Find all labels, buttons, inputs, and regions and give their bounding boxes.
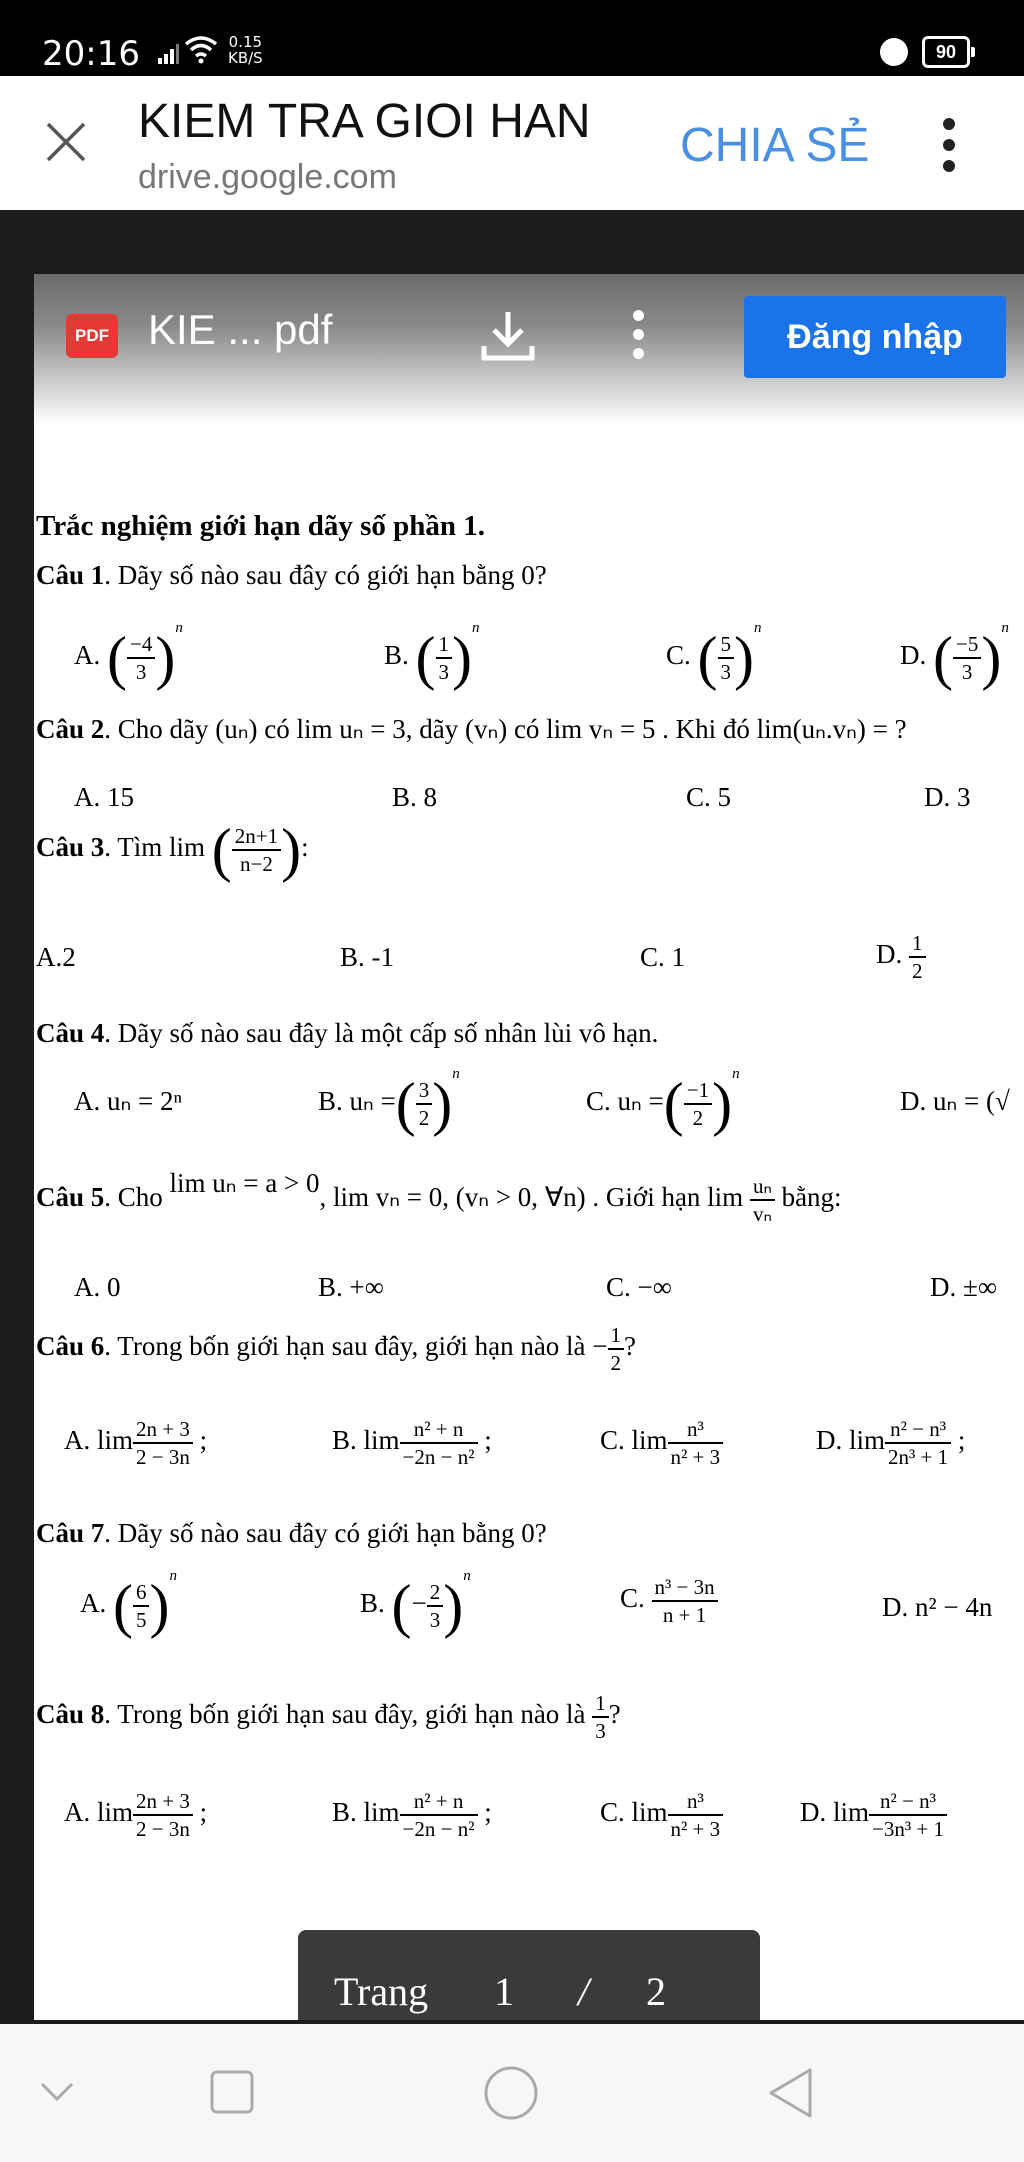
more-options-icon[interactable] (938, 118, 960, 172)
q2-option-a: A. 15 (74, 782, 134, 812)
file-name: KIE ... pdf (148, 306, 333, 353)
viewer-toolbar (34, 274, 1024, 424)
q8-option-b: B. lim $\frac{\text{n² + n}}{\text{−2n − n²}}$ ; (332, 1789, 492, 1841)
q5-option-b: B. +∞ (318, 1272, 384, 1302)
q3-option-d: D. $\frac{1}{2}$ (876, 930, 926, 984)
q8-option-c: C. lim $\frac{\text{n³}}{\text{n² + 3}}$ (600, 1788, 723, 1842)
q7-option-b: B. (− $\frac{2}{3}$ )$^n$ (360, 1568, 471, 1639)
document-domain: drive.google.com (138, 158, 397, 196)
question-3: Câu 3. Tìm lim ( $\frac{2n+1}{n-2}$ ): (36, 817, 309, 883)
back-icon[interactable] (768, 2068, 812, 2118)
q6-option-d: D. lim $\frac{\text{n² − n³}}{\text{2n³ + 1}}$ ; (816, 1417, 966, 1469)
q3-option-b: B. -1 (340, 942, 394, 972)
q1-option-d: D. ( $\frac{-5}{3}$ )$^n$ (900, 620, 1009, 691)
battery-icon: 90 (922, 36, 970, 68)
speed-value: 0.15 (228, 33, 263, 51)
login-button[interactable]: Đăng nhập (744, 296, 1006, 378)
status-bar (0, 0, 1024, 76)
q8-option-a: A. lim $\frac{2n + 3}{2 - 3n}$ ; (64, 1789, 208, 1841)
pdf-viewer (0, 210, 1024, 2024)
page-heading: Trắc nghiệm giới hạn dãy số phần 1. (36, 510, 486, 542)
q7-option-c: C. $\frac{\text{n³ − 3n}}{n + 1}$ (620, 1574, 718, 1628)
question-1: Câu 1. Dãy số nào sau đây có giới hạn bằng 0? (36, 560, 547, 590)
q6-option-a: A. lim $\frac{2n + 3}{2 - 3n}$ ; (64, 1417, 208, 1469)
document-title: KIEM TRA GIOI HAN (138, 95, 591, 148)
close-icon[interactable] (44, 120, 88, 164)
home-icon[interactable] (484, 2066, 538, 2120)
wifi-icon (184, 34, 218, 64)
q5-option-d: D. ±∞ (930, 1272, 998, 1302)
q7-option-a: A. ( $\frac{6}{5}$ )$^n$ (80, 1568, 177, 1639)
chevron-down-icon[interactable] (40, 2082, 74, 2102)
q5-option-c: C. −∞ (606, 1272, 672, 1302)
q4-option-d: D. uₙ = (√ (900, 1086, 1010, 1116)
page-indicator (298, 1930, 760, 2020)
navigation-bar (0, 2024, 1024, 2162)
page-separator: / (578, 1969, 590, 2014)
q2-option-c: C. 5 (686, 782, 732, 812)
question-4: Câu 4. Dãy số nào sau đây là một cấp số nhân lùi vô hạn. (36, 1018, 659, 1048)
q2-option-b: B. 8 (392, 782, 438, 812)
status-time: 20:16 (42, 34, 140, 74)
q2-option-d: D. 3 (924, 782, 971, 812)
network-speed (228, 34, 263, 66)
q4-option-b: B. uₙ =( $\frac{3}{2}$ )$^n$ (318, 1066, 460, 1137)
question-6: Câu 6. Trong bốn giới hạn sau đây, giới hạn nào là − $\frac{1}{2}$ ? (36, 1323, 636, 1375)
question-7: Câu 7. Dãy số nào sau đây có giới hạn bằng 0? (36, 1518, 547, 1548)
page-total: 2 (646, 1969, 666, 2014)
q3-option-a: A.2 (36, 942, 76, 972)
q4-option-c: C. uₙ =( $\frac{-1}{2}$ )$^n$ (586, 1066, 740, 1137)
pdf-page (34, 274, 1024, 2020)
share-button[interactable]: CHIA SẺ (680, 119, 870, 172)
question-5: Câu 5. Cho lim uₙ = a > 0, lim vₙ = 0, (vₙ > 0, ∀n) . Giới hạn lim $\frac{\text{uₙ}}{\text{vₙ}}$ bằng: (36, 1168, 842, 1226)
q3-option-c: C. 1 (640, 942, 686, 972)
page-label: Trang (334, 1969, 429, 2014)
q1-option-a: A. ( $\frac{-4}{3}$ )$^n$ (74, 620, 183, 691)
q7-option-d: D. n² − 4n (882, 1592, 993, 1622)
q1-option-b: B. ( $\frac{1}{3}$ )$^n$ (384, 620, 480, 691)
q1-option-c: C. ( $\frac{5}{3}$ )$^n$ (666, 620, 762, 691)
signal-icon (158, 44, 180, 64)
q8-option-d: D. lim $\frac{\text{n² − n³}}{\text{−3n³ + 1}}$ (800, 1788, 947, 1842)
q6-option-b: B. lim $\frac{\text{n² + n}}{\text{−2n − n²}}$ ; (332, 1417, 492, 1469)
page-current: 1 (494, 1969, 514, 2014)
speed-unit: KB/S (228, 49, 263, 67)
viewer-more-icon[interactable] (630, 310, 646, 362)
recent-apps-icon[interactable] (210, 2070, 254, 2114)
app-header (0, 76, 1024, 210)
q5-option-a: A. 0 (74, 1272, 121, 1302)
question-2: Câu 2. Cho dãy (uₙ) có lim uₙ = 3, dãy (vₙ) có lim vₙ = 5 . Khi đó lim(uₙ.vₙ) = ? (36, 714, 907, 744)
pdf-file-icon: PDF (66, 314, 118, 358)
rotation-lock-icon (880, 38, 908, 66)
download-icon[interactable] (480, 310, 536, 362)
q6-option-c: C. lim $\frac{\text{n³}}{\text{n² + 3}}$ (600, 1416, 723, 1470)
q4-option-a: A. uₙ = 2ⁿ (74, 1086, 182, 1116)
question-8: Câu 8. Trong bốn giới hạn sau đây, giới hạn nào là $\frac{1}{3}$ ? (36, 1691, 621, 1743)
